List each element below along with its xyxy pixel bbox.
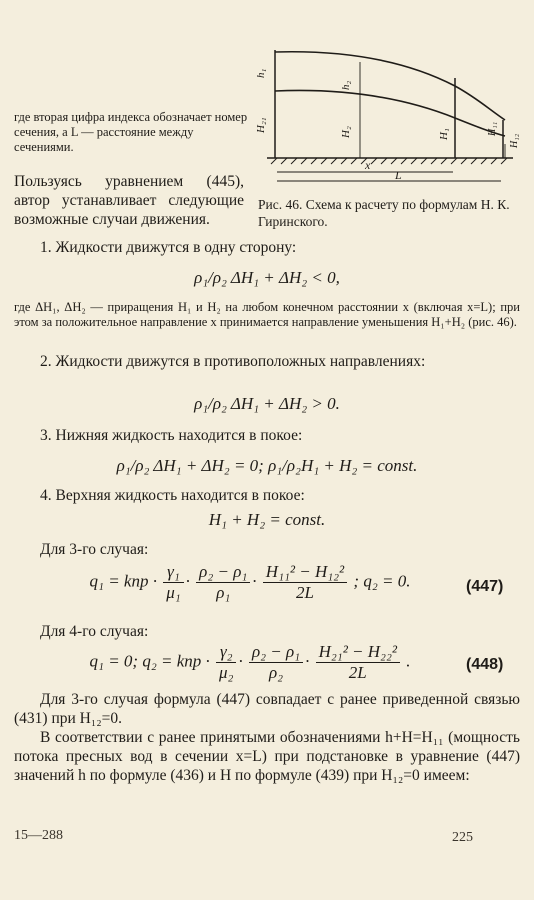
case3-title: 3. Нижняя жидкость находится в покое: [40,427,303,444]
equation-447: q₁ = kпр · $\frac{\text{γ₁}}{\text{μ₁}}$ · $\frac{\text{ρ₂ − ρ₁}}{\text{ρ₁}}$ · $\frac{\text{H₁₁² − H₁₂²}}{2L}$ ; q₂ = 0. [89,562,411,602]
label-h2: h₂ [340,80,352,90]
eq448-tail: . [406,651,411,671]
case1-note: где ΔH₁, ΔH₂ — приращения H₁ и H₂ на любом конечном расстоянии x (включая x=L); при этом за положительное направление x принимается направление уменьшения H₁+H₂ (рис. 46). [14,300,520,329]
for-case3-label: Для 3-го случая: [40,541,149,558]
case2-formula: ρ₁/ρ₂ ΔH₁ + ΔH₂ > 0. [194,394,340,413]
figure-46 [255,38,525,188]
label-H1: H₁ [438,128,450,140]
eq447-frac1: $\frac{\text{γ₁}}{\text{μ₁}}$ [163,562,183,603]
equation-448: q₁ = 0; q₂ = kпр · $\frac{\text{γ₂}}{\text{μ₂}}$ · $\frac{\text{ρ₂ − ρ₁}}{\text{ρ₂}}$ · $\frac{\text{H₂₁² − H₂₂²}}{2L}$ . [89,642,411,682]
eq448-frac2: $\frac{\text{ρ₂ − ρ₁}}{\text{ρ₂}}$ [249,642,303,683]
figure-diagram [255,38,525,188]
intro-paragraph: Пользуясь уравнением (445), автор устанавливает следующие возможные случаи движения. [14,173,244,228]
label-x: x [365,158,371,172]
for-case4-label: Для 4-го случая: [40,623,149,640]
figure-caption: Рис. 46. Схема к расчету по формулам Н. К. Гиринского. [258,197,510,229]
label-H2: H₂ [340,126,352,138]
paragraph-447: Для 3-го случая формула (447) совпадает с ранее приведенной связью (431) при H₁₂=0. [14,691,520,727]
signature-mark: 15—288 [14,828,63,843]
case1-title: 1. Жидкости движутся в одну сторону: [40,239,297,256]
eq448-lhs: q₁ = 0; q₂ = kпр · [89,651,210,671]
page-number: 225 [452,830,473,845]
interface-curve [275,90,505,136]
top-note: где вторая цифра индекса обозначает номер сечения, а L — расстояние между сечениями. [14,110,248,154]
eq447-lhs: q₁ = kпр · [89,571,157,591]
eq448-number: (448) [466,656,504,673]
upper-surface-curve [275,52,505,120]
eq447-frac2: $\frac{\text{ρ₂ − ρ₁}}{\text{ρ₁}}$ [196,562,250,603]
eq448-frac3: $\frac{\text{H₂₁² − H₂₂²}}{2L}$ [316,642,400,683]
label-L: L [395,168,402,182]
eq447-tail: ; q₂ = 0. [353,571,411,591]
case4-formula: H₁ + H₂ = const. [208,510,326,529]
label-H11: H₁₁ [487,121,498,136]
label-H21: H₂₁ [255,117,267,133]
eq448-frac1: $\frac{\text{γ₂}}{\text{μ₂}}$ [216,642,236,683]
paragraph-final: В соответствии с ранее принятыми обозначениями h+H=H₁₁ (мощность потока пресных вод в сечении x=L) при подстановке в уравнение (447) значений h по формуле (436) и H по формуле (439) при H₁₂=0 имеем: [14,729,520,784]
label-H12: H₁₂ [509,133,520,148]
eq447-number: (447) [466,578,504,595]
eq447-frac3: $\frac{\text{H₁₁² − H₁₂²}}{2L}$ [263,562,347,603]
case1-formula: ρ₁/ρ₂ ΔH₁ + ΔH₂ < 0, [194,268,340,287]
case3-formula: ρ₁/ρ₂ ΔH₁ + ΔH₂ = 0; ρ₁/ρ₂H₁ + H₂ = const. [116,456,418,475]
case2-title: 2. Жидкости движутся в противоположных направлениях: [40,353,426,370]
label-h1: h₁ [255,68,267,78]
case4-title: 4. Верхняя жидкость находится в покое: [40,487,305,504]
